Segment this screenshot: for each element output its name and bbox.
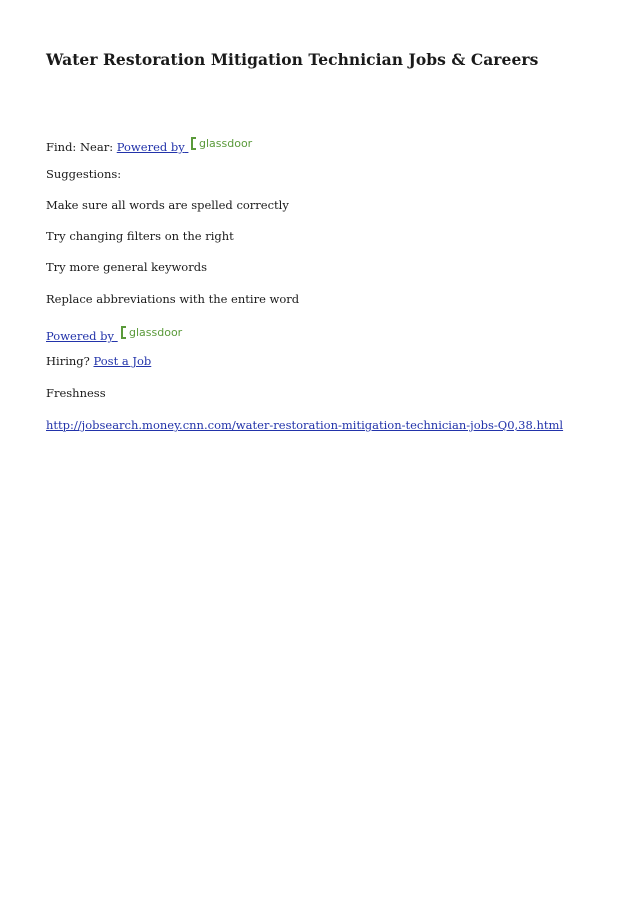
suggestion-item: Replace abbreviations with the entire word (46, 292, 300, 306)
hiring-label: Hiring? (46, 354, 90, 368)
suggestions-heading: Suggestions: (46, 167, 122, 181)
footer-powered-row (46, 325, 192, 343)
powered-by-link[interactable] (117, 140, 189, 154)
glassdoor-logo-text: glassdoor (199, 137, 253, 150)
suggestion-item: Try changing filters on the right (46, 229, 234, 243)
footer-glassdoor-logo-text: glassdoor (128, 326, 182, 339)
footer-powered-by-text: Powered by (46, 329, 115, 343)
suggestion-item: Make sure all words are spelled correctly (46, 198, 289, 212)
freshness-label: Freshness (46, 386, 106, 400)
source-url-row (46, 418, 563, 432)
search-row (46, 136, 262, 154)
footer-glassdoor-logo (120, 325, 192, 341)
hiring-row (46, 354, 151, 368)
glassdoor-logo-icon (190, 136, 262, 152)
suggestion-item: Try more general keywords (46, 260, 207, 274)
page-title: Water Restoration Mitigation Technician Jobs & Careers (46, 50, 539, 69)
near-label: Near: (79, 140, 114, 154)
powered-by-text: Powered by (116, 140, 185, 154)
glassdoor-logo (190, 136, 262, 152)
source-url-link[interactable]: http://jobsearch.money.cnn.com/water-restoration-mitigation-technician-jobs-Q0,38.html (46, 418, 564, 432)
footer-glassdoor-logo-icon (120, 325, 192, 341)
post-a-job-link[interactable]: Post a Job (93, 354, 152, 368)
footer-powered-by-link[interactable] (46, 329, 118, 343)
find-label: Find: (46, 140, 77, 154)
